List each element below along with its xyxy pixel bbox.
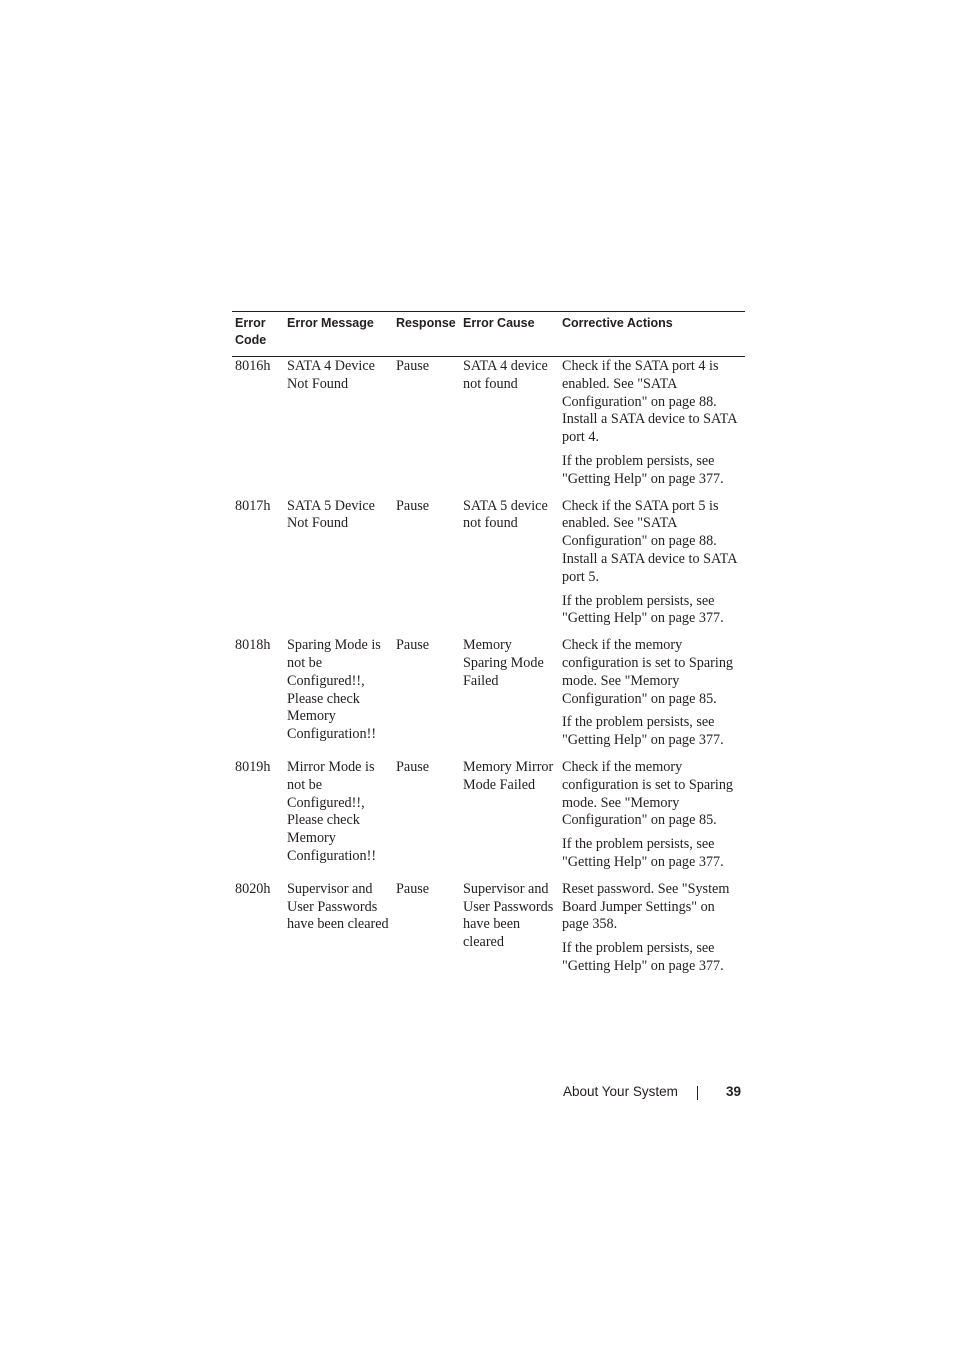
- cell-error-code: 8018h: [235, 637, 271, 654]
- page-footer: [0, 1084, 954, 1104]
- cell-response: Pause: [396, 497, 430, 514]
- cell-error-message: SATA 5 Device Not Found: [287, 497, 375, 532]
- cell-error-message: Supervisor and User Passwords have been cleared: [287, 880, 389, 933]
- corrective-action-paragraph: Check if the SATA port 5 is enabled. See "SATA Configuration" on page 88. Install a SATA device to SATA port 5.: [562, 497, 737, 585]
- header-corrective-actions: Corrective Actions: [559, 312, 745, 357]
- corrective-action-paragraph: Check if the memory configuration is set to Sparing mode. See "Memory Configuration" on page 85.: [562, 637, 734, 707]
- error-code-table: [232, 311, 745, 984]
- cell-response: Pause: [396, 880, 430, 897]
- cell-error-cause: Supervisor and User Passwords have been cleared: [463, 880, 554, 951]
- corrective-action-paragraph: Reset password. See "System Board Jumper Settings" on page 358.: [562, 880, 730, 933]
- corrective-action-paragraph: If the problem persists, see "Getting Help" on page 377.: [562, 714, 724, 749]
- footer-section-title: About Your System: [563, 1084, 678, 1099]
- corrective-action-paragraph: If the problem persists, see "Getting Help" on page 377.: [562, 452, 724, 487]
- corrective-action-paragraph: If the problem persists, see "Getting Help" on page 377.: [562, 592, 724, 627]
- table-row: [232, 880, 745, 984]
- cell-corrective-actions: [559, 880, 745, 984]
- cell-corrective-actions: [559, 758, 745, 880]
- error-table-container: [232, 311, 745, 984]
- header-error-cause: Error Cause: [460, 312, 559, 357]
- cell-error-message: SATA 4 Device Not Found: [287, 358, 375, 392]
- cell-corrective-actions: [559, 357, 745, 497]
- corrective-action-paragraph: If the problem persists, see "Getting Help" on page 377.: [562, 836, 724, 870]
- table-row: [232, 357, 745, 497]
- corrective-action-paragraph: Check if the SATA port 4 is enabled. See "SATA Configuration" on page 88. Install a SATA device to SATA port 4.: [562, 358, 737, 446]
- cell-corrective-actions: [559, 497, 745, 637]
- header-error-code: Error Code: [232, 312, 284, 357]
- cell-response: Pause: [396, 637, 430, 654]
- cell-error-cause: Memory Sparing Mode Failed: [463, 637, 544, 689]
- cell-error-code: 8017h: [235, 497, 271, 514]
- cell-error-code: 8016h: [235, 358, 271, 374]
- corrective-action-paragraph: Check if the memory configuration is set to Sparing mode. See "Memory Configuration" on page 85.: [562, 758, 734, 829]
- cell-error-cause: SATA 4 device not found: [463, 358, 548, 392]
- cell-error-message: Mirror Mode is not be Configured!!, Please check Memory Configuration!!: [287, 758, 377, 864]
- table-row: [232, 758, 745, 880]
- footer-divider: [697, 1086, 698, 1100]
- page-number: 39: [726, 1084, 742, 1099]
- cell-response: Pause: [396, 358, 430, 374]
- table-header-row: [232, 312, 745, 357]
- cell-error-code: 8020h: [235, 880, 271, 897]
- cell-response: Pause: [396, 758, 430, 775]
- header-error-message: Error Message: [284, 312, 393, 357]
- corrective-action-paragraph: If the problem persists, see "Getting Help" on page 377.: [562, 940, 724, 974]
- cell-error-cause: SATA 5 device not found: [463, 497, 548, 532]
- cell-error-code: 8019h: [235, 758, 271, 775]
- table-row: [232, 497, 745, 637]
- cell-error-cause: Memory Mirror Mode Failed: [463, 758, 554, 793]
- table-row: [232, 636, 745, 758]
- header-response: Response: [393, 312, 460, 357]
- cell-corrective-actions: [559, 636, 745, 758]
- cell-error-message: Sparing Mode is not be Configured!!, Please check Memory Configuration!!: [287, 637, 381, 743]
